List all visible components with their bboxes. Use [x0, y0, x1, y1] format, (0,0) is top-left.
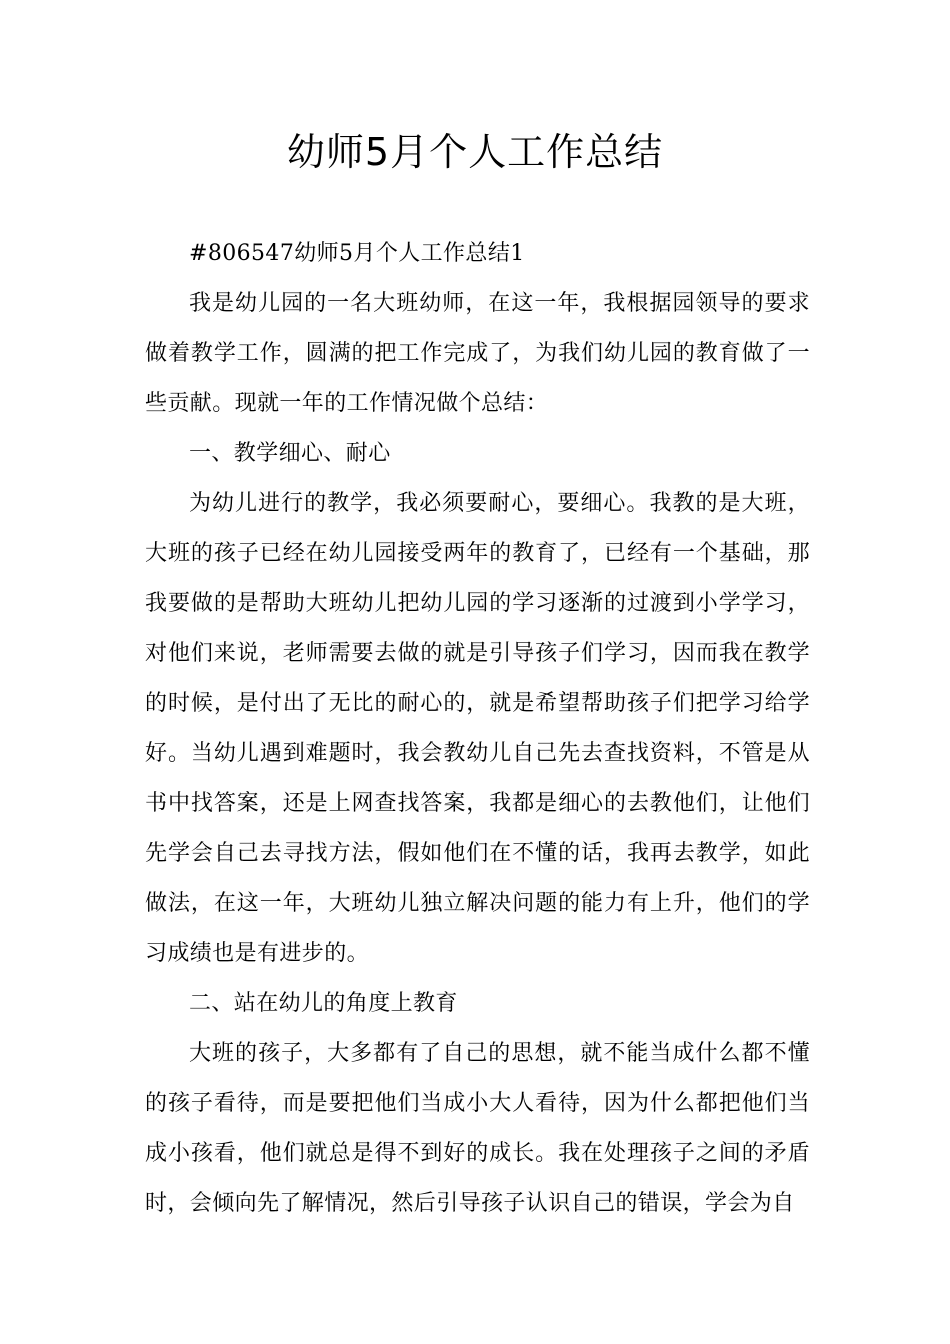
document-title: 幼师5月个人工作总结 — [286, 130, 664, 174]
paragraph: 大班的孩子，大多都有了自己的思想，就不能当成什么都不懂的孩子看待，而是要把他们当成小大人看待，因为什么都把他们当成小孩看，他们就总是得不到好的成长。我在处理孩子之间的矛盾时，会倾向先了解情况，然后引导孩子认识自己的错误，学会为自 — [145, 1041, 810, 1216]
subsection-heading: 二、站在幼儿的角度上教育 — [189, 991, 458, 1016]
paragraph: 我是幼儿园的一名大班幼师，在这一年，我根据园领导的要求做着教学工作，圆满的把工作完成了，为我们幼儿园的教育做了一些贡献。现就一年的工作情况做个总结： — [145, 291, 810, 416]
section-heading: #806547幼师5月个人工作总结1 — [189, 241, 525, 266]
document-body — [145, 229, 810, 1229]
subsection-heading: 一、教学细心、耐心 — [189, 441, 391, 466]
paragraph: 为幼儿进行的教学，我必须要耐心，要细心。我教的是大班，大班的孩子已经在幼儿园接受两年的教育了，已经有一个基础，那我要做的是帮助大班幼儿把幼儿园的学习逐渐的过渡到小学学习，对他们来说，老师需要去做的就是引导孩子们学习，因而我在教学的时候，是付出了无比的耐心的，就是希望帮助孩子们把学习给学好。当幼儿遇到难题时，我会教幼儿自己先去查找资料，不管是从书中找答案，还是上网查找答案，我都是细心的去教他们，让他们先学会自己去寻找方法，假如他们在不懂的话，我再去教学，如此做法，在这一年，大班幼儿独立解决问题的能力有上升，他们的学习成绩也是有进步的。 — [145, 491, 810, 966]
